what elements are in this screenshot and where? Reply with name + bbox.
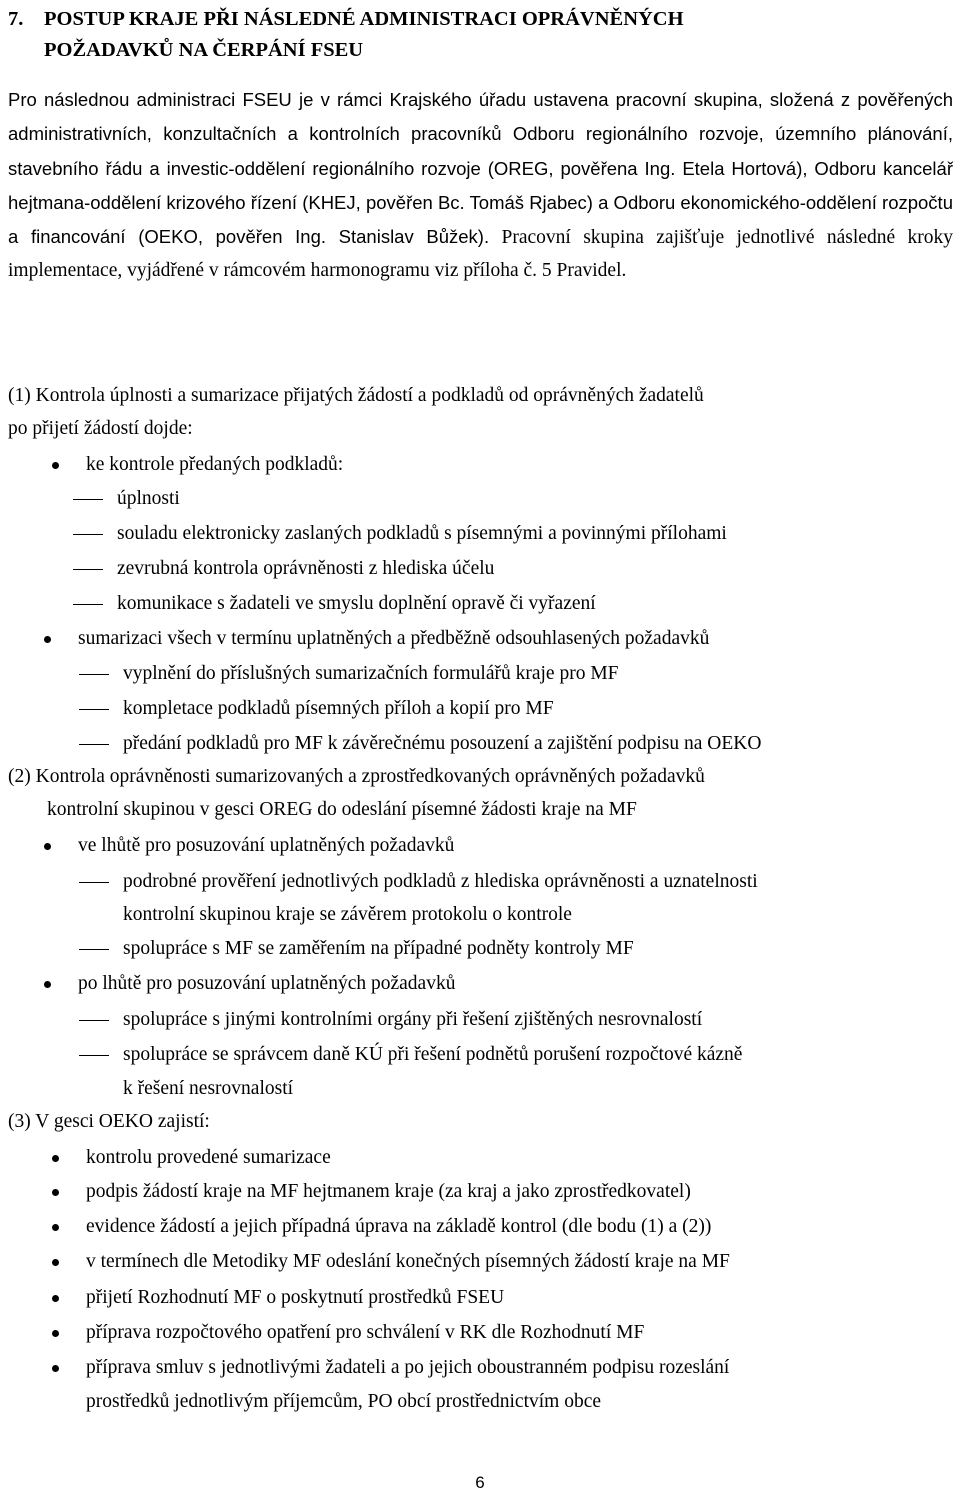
heading-line-1 <box>8 4 953 35</box>
bullet-item: sumarizaci všech v termínu uplatněných a předběžně odsouhlasených požadavků <box>78 624 709 654</box>
dash-item: souladu elektronicky zaslaných podkladů s písemnými a povinnými přílohami <box>117 519 727 549</box>
bullet-item: v termínech dle Metodiky MF odeslání konečných písemných žádostí kraje na MF <box>86 1247 730 1277</box>
bullet-item: evidence žádostí a jejich případná úprava na základě kontrol (dle bodu (1) a (2)) <box>86 1212 711 1242</box>
text-line: k řešení nesrovnalostí <box>123 1078 294 1099</box>
section-heading <box>8 4 953 66</box>
dash-item: spolupráce s MF se zaměřením na případné podněty kontroly MF <box>123 934 634 964</box>
text-line: (1) Kontrola úplnosti a sumarizace přijatých žádostí a podkladů od oprávněných žadatelů <box>8 385 704 406</box>
dash-item: kompletace podkladů písemných příloh a kopií pro MF <box>123 694 554 724</box>
bullet-item: kontrolu provedené sumarizace <box>86 1143 331 1173</box>
text-line: po přijetí žádostí dojde: <box>8 418 193 439</box>
bullet-item: podpis žádostí kraje na MF hejtmanem kraje (za kraj a jako zprostředkovatel) <box>86 1177 691 1207</box>
intro-paragraph <box>8 83 953 288</box>
intro-text-serif: Pracovní skupina zajišťuje jednotlivé následné kroky implementace, vyjádřené v rámcovém harmonogramu viz příloha č. 5 Pravidel. <box>8 227 953 282</box>
page-number: 6 <box>475 1473 485 1492</box>
text-line: prostředků jednotlivým příjemcům, PO obcí prostřednictvím obce <box>86 1391 602 1412</box>
dash-item: spolupráce se správcem daně KÚ při řešení podnětů porušení rozpočtové kázně <box>123 1040 742 1070</box>
text-line: kontrolní skupinou kraje se závěrem protokolu o kontrole <box>123 904 572 925</box>
intro-text-sans: Pro následnou administraci FSEU je v rámci Krajského úřadu ustavena pracovní skupina, složená z pověřených administrativních, konzultačních a kontrolních pracovníků Odboru regionálního rozvoje, územního plánování, stavebního řádu a investic-oddělení regionálního rozvoje (OREG, pověřena Ing. Etela Hortová), Odboru kancelář hejtmana-oddělení krizového řízení (KHEJ, pověřen Bc. Tomáš Rjabec) a Odboru ekonomického-oddělení rozpočtu a financování (OEKO, pověřen Ing. Stanislav Bůžek). <box>8 89 953 248</box>
text-line: (3) V gesci OEKO zajistí: <box>8 1111 210 1132</box>
dash-item: podrobné prověření jednotlivých podkladů z hlediska oprávněnosti a uznatelnosti <box>123 867 758 897</box>
bullet-item: ke kontrole předaných podkladů: <box>86 450 343 480</box>
bullet-item: ve lhůtě pro posuzování uplatněných požadavků <box>78 831 454 861</box>
dash-item: předání podkladů pro MF k závěrečnému posouzení a zajištění podpisu na OEKO <box>123 729 761 759</box>
text-line: kontrolní skupinou v gesci OREG do odeslání písemné žádosti kraje na MF <box>47 799 637 820</box>
heading-title-1: POSTUP KRAJE PŘI NÁSLEDNÉ ADMINISTRACI OPRÁVNĚNÝCH <box>44 8 684 30</box>
dash-item: zevrubná kontrola oprávněnosti z hlediska účelu <box>117 554 494 584</box>
bullet-item: příprava smluv s jednotlivými žadateli a po jejich oboustranném podpisu rozeslání <box>86 1353 729 1383</box>
dash-item: komunikace s žadateli ve smyslu doplnění opravě či vyřazení <box>117 589 596 619</box>
dash-item: úplnosti <box>117 484 180 514</box>
text-line: (2) Kontrola oprávněnosti sumarizovaných a zprostředkovaných oprávněných požadavků <box>8 766 705 787</box>
dash-item: vyplnění do příslušných sumarizačních formulářů kraje pro MF <box>123 659 619 689</box>
bullet-item: příprava rozpočtového opatření pro schválení v RK dle Rozhodnutí MF <box>86 1318 644 1348</box>
heading-number: 7. <box>8 8 24 30</box>
dash-item: spolupráce s jinými kontrolními orgány při řešení zjištěných nesrovnalostí <box>123 1005 702 1035</box>
heading-line-2: POŽADAVKŮ NA ČERPÁNÍ FSEU <box>44 39 364 61</box>
bullet-item: po lhůtě pro posuzování uplatněných požadavků <box>78 969 455 999</box>
bullet-item: přijetí Rozhodnutí MF o poskytnutí prostředků FSEU <box>86 1283 504 1313</box>
